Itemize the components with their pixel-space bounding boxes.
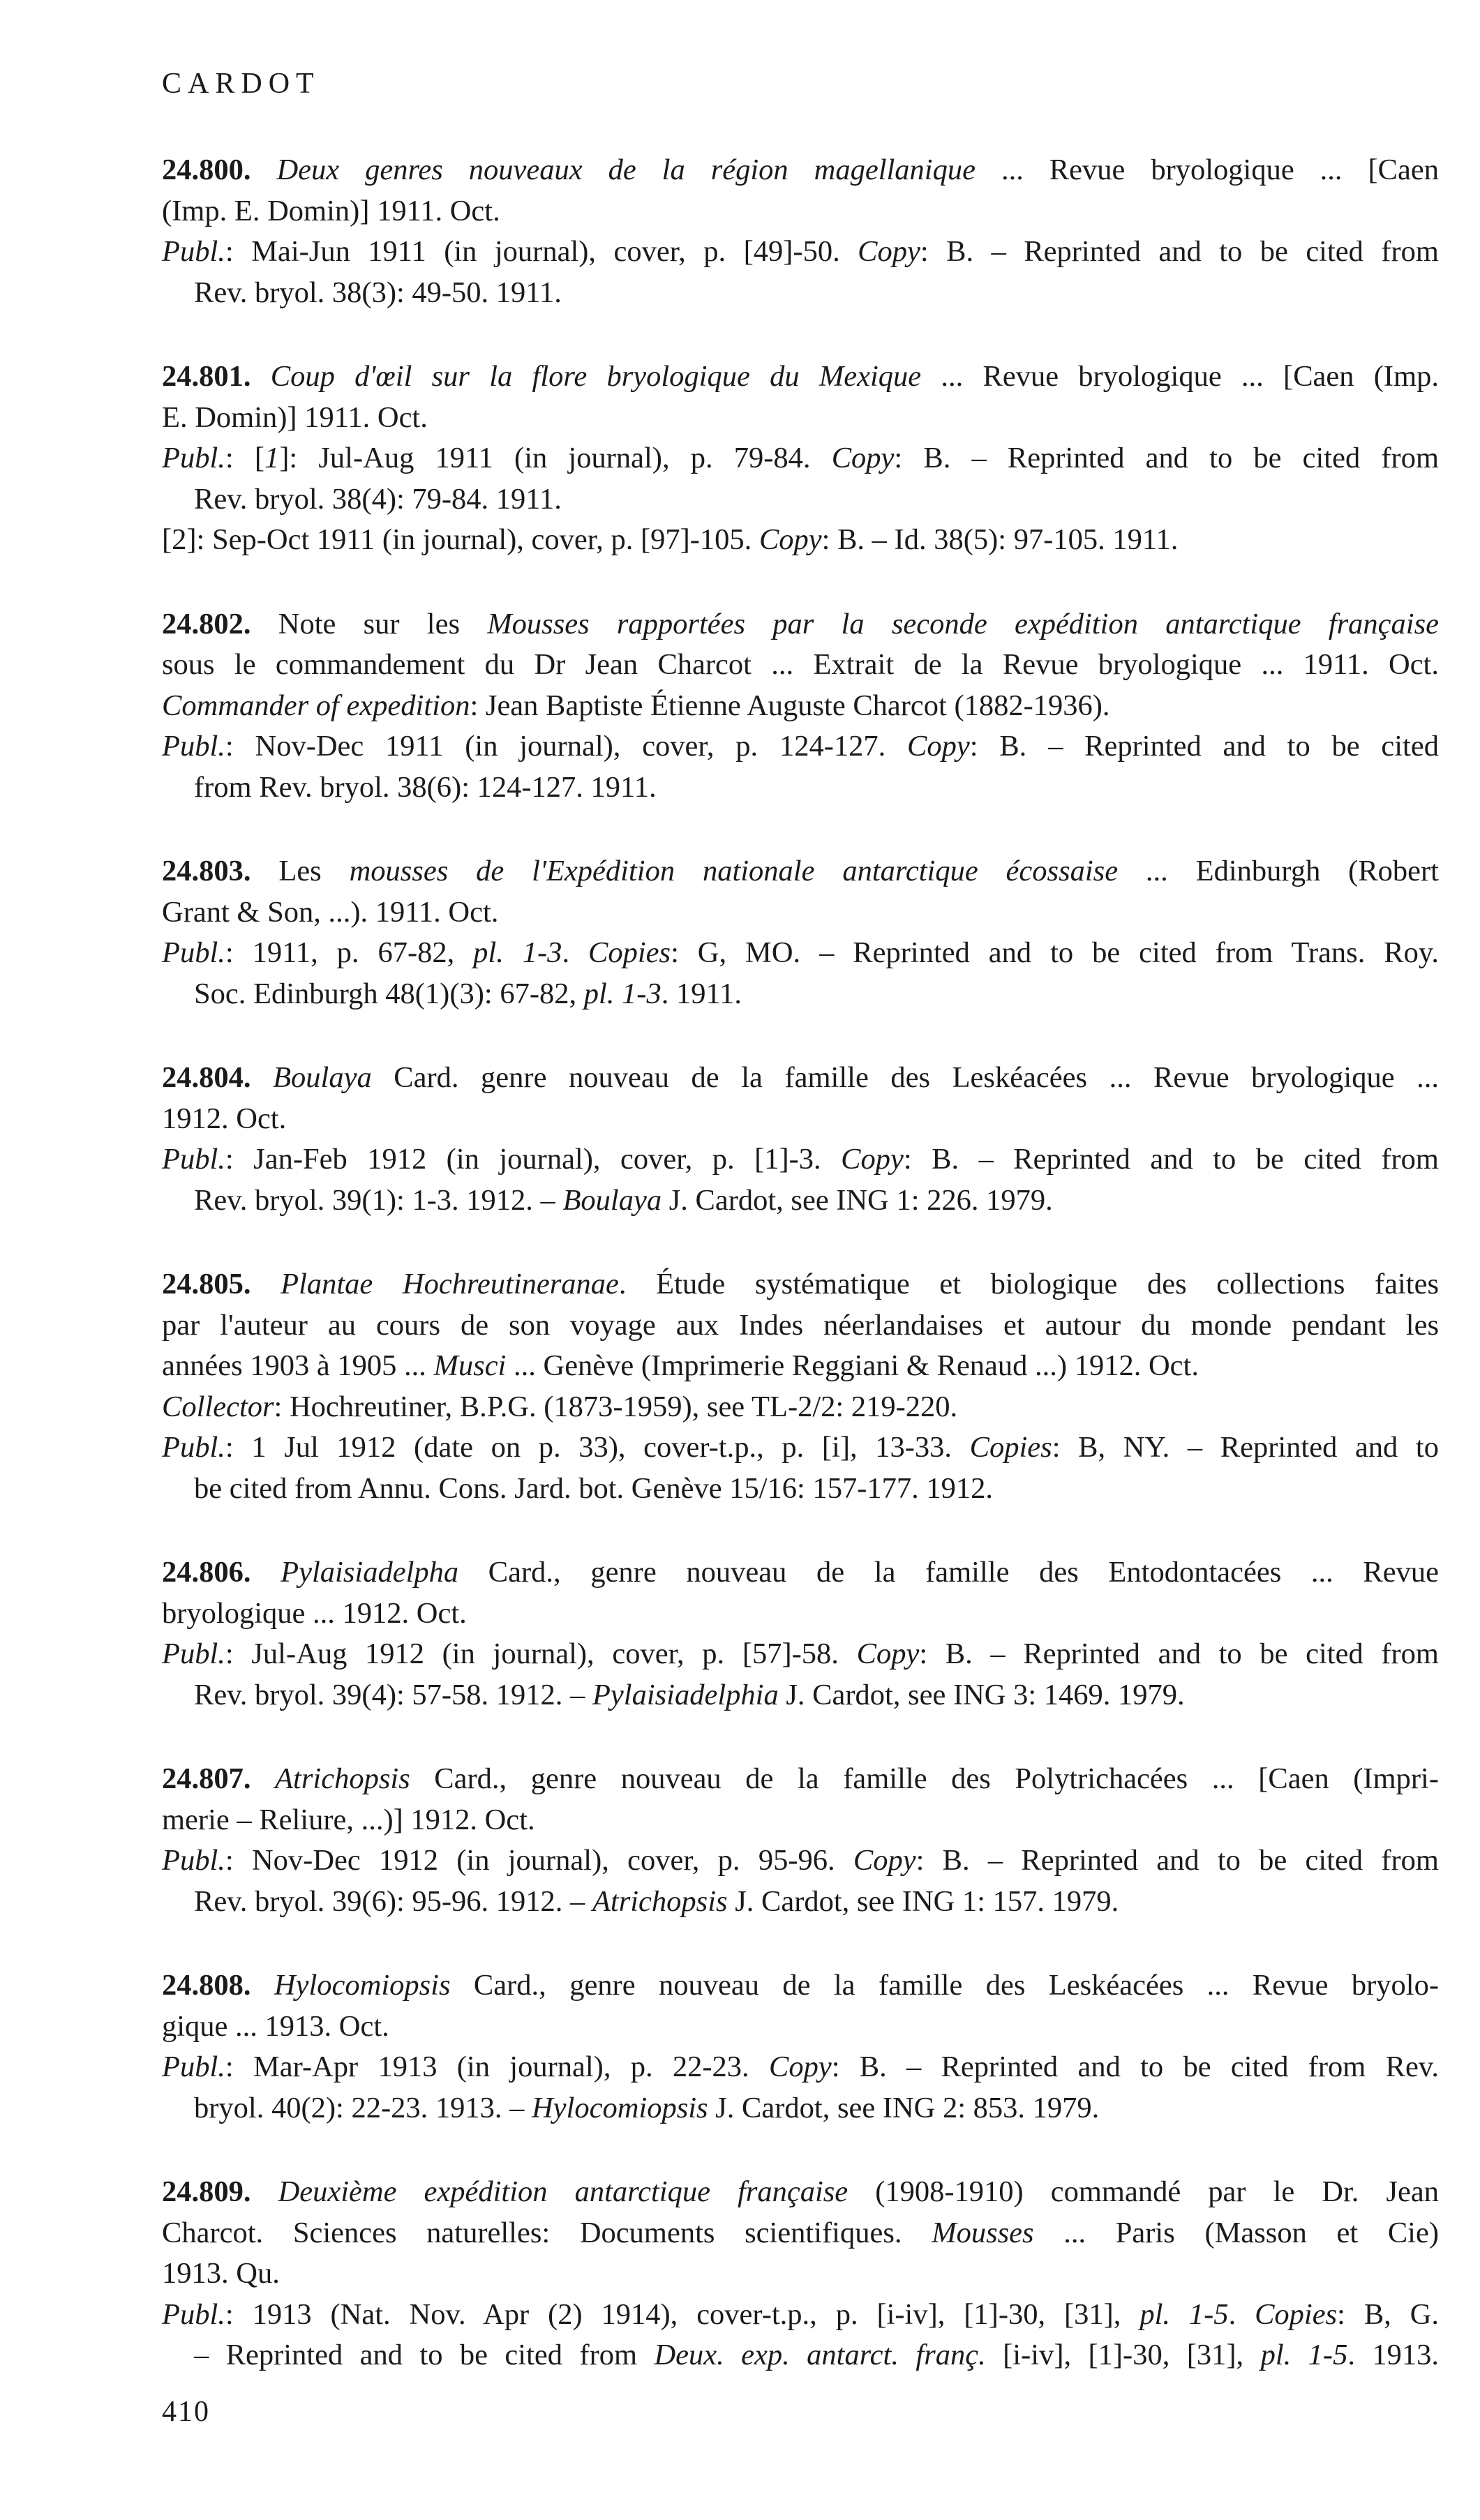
- entry-line: bryologique ... 1912. Oct.: [162, 1596, 467, 1630]
- entry-line: merie – Reliure, ...)] 1912. Oct.: [162, 1803, 535, 1836]
- entry-line: Publ.: Mai-Jun 1911 (in journal), cover, p. [49]-50. Copy: B. – Reprinted and to be cited from: [162, 235, 1439, 268]
- entry-number: 24.804.: [162, 1061, 274, 1094]
- bibliography-entry: [162, 1058, 1439, 1221]
- entry-number: 24.809.: [162, 2175, 278, 2208]
- entry-line: Commander of expedition: Jean Baptiste Étienne Auguste Charcot (1882-1936).: [162, 689, 1110, 722]
- bibliography-entry: [162, 1552, 1439, 1716]
- entry-line: from Rev. bryol. 38(6): 124-127. 1911.: [194, 770, 657, 804]
- entry-text: Pylaisiadelpha Card., genre nouveau de la famille des Entodontacées ... Revue: [281, 1556, 1440, 1589]
- entry-line: Rev. bryol. 39(4): 57-58. 1912. – Pylaisiadelphia J. Cardot, see ING 3: 1469. 1979.: [194, 1678, 1185, 1711]
- entry-line: gique ... 1913. Oct.: [162, 2009, 389, 2043]
- bibliography-entry: [162, 851, 1439, 1014]
- entry-number: 24.808.: [162, 1969, 274, 2002]
- entry-number: 24.806.: [162, 1556, 281, 1589]
- bibliography-entry: [162, 1264, 1439, 1509]
- running-header: CARDOT: [162, 68, 320, 100]
- entry-line: Publ.: Nov-Dec 1911 (in journal), cover, p. 124-127. Copy: B. – Reprinted and to be cited: [162, 730, 1439, 763]
- entry-line: Soc. Edinburgh 48(1)(3): 67-82, pl. 1-3. 1911.: [194, 977, 742, 1010]
- entry-text: Plantae Hochreutineranae. Étude systématique et biologique des collections faites: [281, 1268, 1440, 1300]
- entry-number: 24.802.: [162, 607, 278, 640]
- bibliography-entry: [162, 357, 1439, 561]
- entry-line: 1912. Oct.: [162, 1102, 287, 1135]
- entry-line: [162, 1552, 1439, 1593]
- entry-line: be cited from Annu. Cons. Jard. bot. Genève 15/16: 157-177. 1912.: [194, 1471, 993, 1505]
- entry-text: Note sur les Mousses rapportées par la seconde expédition antarctique française: [278, 607, 1440, 640]
- entry-text: Coup d'œil sur la flore bryologique du Mexique ... Revue bryologique ... [Caen (Imp.: [270, 360, 1440, 393]
- entry-line: [162, 357, 1439, 398]
- entry-number: 24.805.: [162, 1268, 281, 1300]
- entry-line: (Imp. E. Domin)] 1911. Oct.: [162, 194, 500, 227]
- entry-line: Publ.: 1913 (Nat. Nov. Apr (2) 1914), cover-t.p., p. [i-iv], [1]-30, [31], pl. 1-5. Copies: B, G.: [162, 2297, 1440, 2331]
- entry-line: Rev. bryol. 38(3): 49-50. 1911.: [194, 276, 562, 309]
- entry-line: Publ.: [1]: Jul-Aug 1911 (in journal), p. 79-84. Copy: B. – Reprinted and to be cited from: [162, 442, 1439, 474]
- bibliography-entry: [162, 2172, 1439, 2376]
- bibliography-entry: [162, 1759, 1439, 1922]
- entry-text: Hylocomiopsis Card., genre nouveau de la famille des Leskéacées ... Revue bryolo-: [274, 1969, 1439, 2002]
- entry-number: 24.801.: [162, 360, 271, 393]
- entry-line: Publ.: 1911, p. 67-82, pl. 1-3. Copies: G, MO. – Reprinted and to be cited from Trans. Roy.: [162, 936, 1439, 969]
- entry-text: Deuxième expédition antarctique française (1908-1910) commandé par le Dr. Jean: [278, 2175, 1439, 2208]
- entry-line: Publ.: Nov-Dec 1912 (in journal), cover, p. 95-96. Copy: B. – Reprinted and to be cited from: [162, 1844, 1439, 1877]
- entry-line: [162, 851, 1439, 892]
- bibliography-entry: [162, 150, 1439, 313]
- entry-line: [2]: Sep-Oct 1911 (in journal), cover, p. [97]-105. Copy: B. – Id. 38(5): 97-105. 1911.: [162, 523, 1179, 556]
- entry-line: Rev. bryol. 39(6): 95-96. 1912. – Atrichopsis J. Cardot, see ING 1: 157. 1979.: [194, 1884, 1119, 1918]
- entry-line: 1913. Qu.: [162, 2257, 280, 2290]
- entry-line: [162, 1759, 1439, 1800]
- bibliography-entries: [162, 150, 1439, 2420]
- entry-line: par l'auteur au cours de son voyage aux Indes néerlandaises et autour du monde pendant les: [162, 1308, 1439, 1342]
- entry-line: Rev. bryol. 39(1): 1-3. 1912. – Boulaya J. Cardot, see ING 1: 226. 1979.: [194, 1183, 1053, 1217]
- entry-line: Rev. bryol. 38(4): 79-84. 1911.: [194, 482, 562, 516]
- entry-number: 24.807.: [162, 1762, 276, 1795]
- entry-line: sous le commandement du Dr Jean Charcot ... Extrait de la Revue bryologique ... 1911. Oct.: [162, 648, 1439, 681]
- entry-line: [162, 1264, 1439, 1305]
- entry-text: Deux genres nouveaux de la région magellanique ... Revue bryologique ... [Caen: [276, 153, 1439, 186]
- entry-line: Publ.: Jul-Aug 1912 (in journal), cover, p. [57]-58. Copy: B. – Reprinted and to be cited from: [162, 1637, 1439, 1670]
- entry-line: Publ.: Mar-Apr 1913 (in journal), p. 22-23. Copy: B. – Reprinted and to be cited from Rev.: [162, 2050, 1439, 2083]
- entry-line: [162, 2172, 1439, 2213]
- entry-line: Charcot. Sciences naturelles: Documents scientifiques. Mousses ... Paris (Masson et Cie): [162, 2216, 1439, 2249]
- entry-line: bryol. 40(2): 22-23. 1913. – Hylocomiopsis J. Cardot, see ING 2: 853. 1979.: [194, 2091, 1100, 2124]
- entry-line: Publ.: Jan-Feb 1912 (in journal), cover, p. [1]-3. Copy: B. – Reprinted and to be cited from: [162, 1143, 1439, 1176]
- entry-line: [162, 150, 1439, 191]
- entry-line: Collector: Hochreutiner, B.P.G. (1873-1959), see TL-2/2: 219-220.: [162, 1390, 958, 1423]
- entry-line: Grant & Son, ...). 1911. Oct.: [162, 895, 499, 929]
- entry-text: Boulaya Card. genre nouveau de la famille des Leskéacées ... Revue bryologique ...: [273, 1061, 1439, 1094]
- entry-number: 24.803.: [162, 855, 279, 887]
- entry-line: [162, 1965, 1439, 2007]
- entry-line: années 1903 à 1905 ... Musci ... Genève (Imprimerie Reggiani & Renaud ...) 1912. Oct.: [162, 1349, 1199, 1382]
- entry-line: [162, 1058, 1439, 1099]
- entry-text: Atrichopsis Card., genre nouveau de la famille des Polytrichacées ... [Caen (Impri-: [275, 1762, 1440, 1795]
- entry-line: – Reprinted and to be cited from Deux. exp. antarct. franç. [i-iv], [1]-30, [31], pl. 1-5. 1913.: [194, 2339, 1440, 2371]
- bibliography-entry: [162, 1965, 1439, 2129]
- entry-line: E. Domin)] 1911. Oct.: [162, 400, 428, 434]
- entry-number: 24.800.: [162, 153, 277, 186]
- bibliography-entry: [162, 604, 1439, 809]
- page-number: 410: [162, 2396, 210, 2428]
- entry-text: Les mousses de l'Expédition nationale antarctique écossaise ... Edinburgh (Robert: [278, 855, 1439, 887]
- entry-line: [162, 604, 1439, 645]
- entry-line: Publ.: 1 Jul 1912 (date on p. 33), cover-t.p., p. [i], 13-33. Copies: B, NY. – Reprinted and to: [162, 1431, 1439, 1464]
